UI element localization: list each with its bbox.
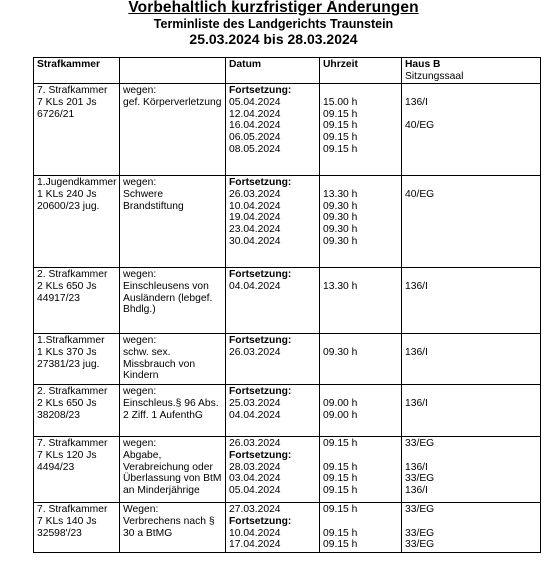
- document-subtitle: Terminliste des Landgerichts Traunstein: [153, 17, 394, 31]
- cell-saal-line: 33/EG: [405, 473, 435, 485]
- cell-uhrzeit-line: [323, 386, 399, 398]
- cell-datum-line: Fortsetzung:: [229, 334, 292, 346]
- table-row: [34, 333, 541, 384]
- cell-uhrzeit-line: [323, 450, 399, 462]
- cell-saal-line: [405, 516, 538, 528]
- cell-strafkammer: [34, 267, 120, 333]
- cell-uhrzeit-line: 15.00 h: [323, 96, 358, 108]
- cell-strafkammer-line: 7 KLs 201 Js: [37, 96, 97, 108]
- cell-wegen-line: wegen:: [123, 84, 157, 96]
- cell-datum-line: 17.04.2024: [229, 539, 281, 551]
- cell-strafkammer-line: 2 KLs 650 Js: [37, 397, 97, 409]
- cell-saal: [402, 502, 541, 552]
- cell-uhrzeit-line: 09.15 h: [323, 503, 358, 515]
- cell-strafkammer-line: 20600/23 jug.: [37, 200, 100, 212]
- cell-uhrzeit: [320, 436, 402, 502]
- cell-uhrzeit-line: 13.30 h: [323, 188, 358, 200]
- cell-saal-line: [405, 109, 538, 121]
- cell-uhrzeit-line: [323, 269, 399, 281]
- cell-wegen-line: Wegen:: [123, 503, 159, 515]
- cell-uhrzeit-line: 09.30 h: [323, 224, 358, 236]
- cell-wegen-line: Missbrauch von: [123, 358, 196, 370]
- cell-datum-line: 23.04.2024: [229, 224, 281, 236]
- cell-strafkammer-line: 2. Strafkammer: [37, 385, 108, 397]
- cell-wegen-line: Schwere: [123, 188, 164, 200]
- header-uhrzeit: Uhrzeit: [320, 58, 402, 84]
- cell-datum-line: 26.03.2024: [229, 346, 281, 358]
- cell-uhrzeit-line: 13.30 h: [323, 280, 358, 292]
- header-haus-label: Haus B: [405, 59, 441, 70]
- cell-uhrzeit: [320, 502, 402, 552]
- table-row: [34, 267, 541, 333]
- cell-wegen-line: Brandstiftung: [123, 200, 184, 212]
- cell-wegen: [120, 502, 226, 552]
- cell-datum-line: 16.04.2024: [229, 120, 281, 132]
- cell-wegen-line: an Minderjährige: [123, 485, 200, 497]
- cell-datum: [226, 175, 320, 267]
- cell-saal: [402, 83, 541, 175]
- cell-datum-line: 12.04.2024: [229, 108, 281, 120]
- table-row: [34, 83, 541, 175]
- cell-wegen-line: Einschleusens von: [123, 280, 209, 292]
- cell-uhrzeit-line: 09.30 h: [323, 346, 358, 358]
- cell-datum-line: Fortsetzung:: [229, 84, 292, 96]
- cell-uhrzeit-line: [323, 85, 399, 97]
- cell-uhrzeit-line: 09.15 h: [323, 527, 358, 539]
- cell-wegen: [120, 175, 226, 267]
- cell-datum: [226, 436, 320, 502]
- cell-wegen-line: wegen:: [123, 268, 157, 280]
- document-period: 25.03.2024 bis 28.03.2024: [189, 31, 358, 47]
- cell-saal-line: [405, 224, 538, 236]
- cell-uhrzeit-line: 09.15 h: [323, 132, 358, 144]
- cell-datum-line: Fortsetzung:: [229, 449, 292, 461]
- cell-wegen-line: 2 Ziff. 1 AufenthG: [123, 409, 203, 421]
- cell-uhrzeit: [320, 384, 402, 436]
- cell-wegen: [120, 436, 226, 502]
- cell-datum: [226, 333, 320, 384]
- cell-datum-line: Fortsetzung:: [229, 515, 292, 527]
- cell-uhrzeit-line: [323, 335, 399, 347]
- cell-strafkammer-line: 7 KLs 140 Js: [37, 515, 97, 527]
- cell-datum-line: 26.03.2024: [229, 188, 281, 200]
- cell-wegen-line: wegen:: [123, 334, 157, 346]
- cell-wegen-line: 30 a BtMG: [123, 527, 173, 539]
- cell-datum-line: 04.04.2024: [229, 409, 281, 421]
- cell-uhrzeit: [320, 267, 402, 333]
- cell-saal-line: 33/EG: [405, 527, 435, 539]
- cell-saal-line: 33/EG: [405, 503, 435, 515]
- cell-saal-line: 33/EG: [405, 437, 435, 449]
- cell-saal-line: [405, 144, 538, 156]
- header-haus: [402, 58, 541, 84]
- cell-uhrzeit-line: 09.15 h: [323, 144, 358, 156]
- cell-saal-line: 136/I: [405, 96, 428, 108]
- cell-wegen-line: wegen:: [123, 176, 157, 188]
- cell-datum: [226, 267, 320, 333]
- cell-datum-line: 03.04.2024: [229, 473, 281, 485]
- cell-wegen-line: gef. Körperverletzung: [123, 96, 222, 108]
- cell-strafkammer-line: 7 KLs 120 Js: [37, 449, 97, 461]
- cell-saal-line: [405, 201, 538, 213]
- cell-uhrzeit-line: [323, 177, 399, 189]
- cell-wegen-line: Verabreichung oder: [123, 461, 213, 473]
- header-datum: Datum: [226, 58, 320, 84]
- cell-uhrzeit-line: 09.15 h: [323, 485, 358, 497]
- cell-strafkammer-line: 27381/23 jug.: [37, 358, 100, 370]
- cell-datum-line: 05.04.2024: [229, 485, 281, 497]
- cell-uhrzeit-line: 09.30 h: [323, 236, 358, 248]
- cell-datum-line: 08.05.2024: [229, 144, 281, 156]
- cell-strafkammer-line: 4494/23: [37, 461, 75, 473]
- cell-saal-line: [405, 450, 538, 462]
- cell-wegen-line: Abgabe,: [123, 449, 162, 461]
- cell-uhrzeit-line: 09.15 h: [323, 120, 358, 132]
- cell-saal-line: [405, 269, 538, 281]
- cell-strafkammer-line: 1 KLs 240 Js: [37, 188, 97, 200]
- cell-strafkammer-line: 2 KLs 650 Js: [37, 280, 97, 292]
- cell-wegen-line: schw. sex.: [123, 346, 171, 358]
- cell-saal: [402, 436, 541, 502]
- cell-wegen: [120, 384, 226, 436]
- header-saal-label: Sitzungssaal: [405, 70, 464, 82]
- cell-saal-line: [405, 410, 538, 422]
- cell-datum-line: 10.04.2024: [229, 200, 281, 212]
- cell-wegen-line: Einschleus.§ 96 Abs.: [123, 397, 219, 409]
- cell-strafkammer-line: 6726/21: [37, 108, 75, 120]
- hearing-schedule-table: [33, 57, 541, 553]
- cell-saal: [402, 333, 541, 384]
- header-empty: [120, 58, 226, 84]
- cell-datum-line: 27.03.2024: [229, 503, 281, 515]
- cell-saal: [402, 175, 541, 267]
- cell-strafkammer-line: 44917/23: [37, 292, 80, 304]
- cell-strafkammer-line: 7. Strafkammer: [37, 84, 108, 96]
- cell-datum-line: 10.04.2024: [229, 527, 281, 539]
- cell-strafkammer-line: 1.Jugendkammer: [37, 176, 117, 188]
- cell-wegen: [120, 83, 226, 175]
- cell-strafkammer-line: 32598'/23: [37, 527, 82, 539]
- cell-saal: [402, 384, 541, 436]
- cell-saal-line: 136/I: [405, 397, 428, 409]
- cell-datum: [226, 83, 320, 175]
- cell-uhrzeit-line: [323, 516, 399, 528]
- cell-datum-line: 30.04.2024: [229, 236, 281, 248]
- cell-uhrzeit-line: 09.00 h: [323, 397, 358, 409]
- cell-strafkammer-line: 2. Strafkammer: [37, 268, 108, 280]
- cell-strafkammer-line: 7. Strafkammer: [37, 437, 108, 449]
- cell-saal-line: 136/I: [405, 461, 428, 473]
- cell-saal-line: [405, 212, 538, 224]
- cell-wegen-line: wegen:: [123, 385, 157, 397]
- cell-datum: [226, 502, 320, 552]
- cell-uhrzeit: [320, 333, 402, 384]
- cell-datum-line: 28.03.2024: [229, 461, 281, 473]
- cell-uhrzeit-line: 09.15 h: [323, 461, 358, 473]
- cell-strafkammer-line: 1 KLs 370 Js: [37, 346, 97, 358]
- cell-datum-line: 26.03.2024: [229, 437, 281, 449]
- cell-wegen-line: Verbrechens nach §: [123, 515, 215, 527]
- cell-saal-line: 33/EG: [405, 539, 435, 551]
- cell-uhrzeit-line: 09.15 h: [323, 108, 358, 120]
- cell-saal-line: [405, 386, 538, 398]
- cell-wegen-line: Kindern: [123, 370, 159, 382]
- cell-saal-line: [405, 335, 538, 347]
- cell-uhrzeit-line: 09.30 h: [323, 200, 358, 212]
- cell-saal-line: 40/EG: [405, 188, 435, 200]
- cell-strafkammer-line: 1.Strafkammer: [37, 334, 105, 346]
- cell-saal-line: 136/I: [405, 346, 428, 358]
- cell-wegen: [120, 267, 226, 333]
- cell-wegen: [120, 333, 226, 384]
- table-row: [34, 175, 541, 267]
- cell-strafkammer: [34, 175, 120, 267]
- cell-wegen-line: Bhdlg.): [123, 304, 156, 316]
- cell-uhrzeit-line: 09.15 h: [323, 539, 358, 551]
- cell-datum-line: 05.04.2024: [229, 96, 281, 108]
- cell-saal-line: 136/I: [405, 280, 428, 292]
- cell-strafkammer: [34, 333, 120, 384]
- cell-datum: [226, 384, 320, 436]
- cell-datum-line: 19.04.2024: [229, 212, 281, 224]
- cell-datum-line: Fortsetzung:: [229, 385, 292, 397]
- cell-saal-line: 136/I: [405, 485, 428, 497]
- document-title: Vorbehaltlich kurzfristiger Änderungen: [128, 0, 419, 16]
- cell-strafkammer-line: 38208/23: [37, 409, 80, 421]
- table-row: [34, 384, 541, 436]
- cell-uhrzeit-line: 09.00 h: [323, 409, 358, 421]
- cell-saal-line: [405, 132, 538, 144]
- cell-datum-line: 04.04.2024: [229, 280, 281, 292]
- cell-datum-line: Fortsetzung:: [229, 176, 292, 188]
- cell-uhrzeit: [320, 175, 402, 267]
- cell-datum-line: Fortsetzung:: [229, 268, 292, 280]
- cell-saal-line: [405, 177, 538, 189]
- table-row: [34, 436, 541, 502]
- cell-uhrzeit-line: 09.15 h: [323, 437, 358, 449]
- cell-wegen-line: Überlassung von BtM: [123, 473, 222, 485]
- table-row: [34, 502, 541, 552]
- cell-wegen-line: wegen:: [123, 437, 157, 449]
- header-strafkammer: Strafkammer: [34, 58, 120, 84]
- cell-strafkammer: [34, 384, 120, 436]
- cell-wegen-line: Ausländern (lebgef.: [123, 292, 213, 304]
- cell-datum-line: 06.05.2024: [229, 132, 281, 144]
- cell-strafkammer-line: 7. Strafkammer: [37, 503, 108, 515]
- cell-uhrzeit: [320, 83, 402, 175]
- cell-uhrzeit-line: 09.30 h: [323, 212, 358, 224]
- table-header-row: [34, 58, 541, 84]
- cell-saal: [402, 267, 541, 333]
- cell-datum-line: 25.03.2024: [229, 397, 281, 409]
- cell-strafkammer: [34, 83, 120, 175]
- cell-saal-line: [405, 236, 538, 248]
- cell-saal-line: 40/EG: [405, 120, 435, 132]
- cell-strafkammer: [34, 502, 120, 552]
- cell-strafkammer: [34, 436, 120, 502]
- cell-uhrzeit-line: 09.15 h: [323, 473, 358, 485]
- cell-saal-line: [405, 85, 538, 97]
